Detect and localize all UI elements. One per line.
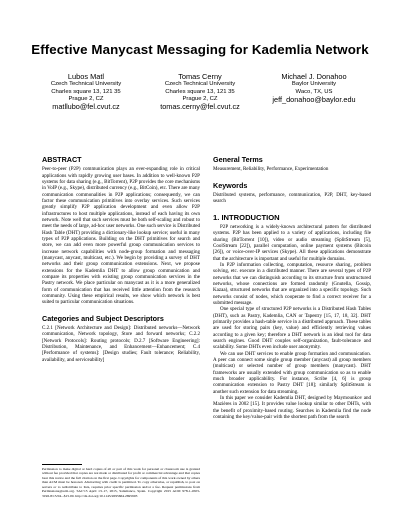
intro-paragraph-1: P2P networking is a widely-known architectural pattern for distributed systems. P2P has been applied to a variety of applications, including file sharing (BitTorrent [10]), video or audio streaming (SplitStream [5], CoolStream [22]), parallel computation, online payment systems (Bitcoin [26]), or voice-over-IP services (Skype). All these applications demonstrate that the architecture is important and useful for multiple domains. bbox=[213, 224, 371, 262]
author-affiliation: Czech Technical University bbox=[164, 81, 236, 88]
author-city: Prague 2, CZ bbox=[68, 96, 104, 103]
author-email: tomas.cerny@fel.cvut.cz bbox=[160, 102, 240, 112]
author-address: Charles square 13, 121 35 bbox=[165, 88, 235, 95]
author-affiliation: Czech Technical University bbox=[50, 81, 122, 88]
intro-paragraph-4: We can use DHT services to enable group formation and communication. A peer can connect some single group member (anycast) all group members (multicast) or selected number of group members (manycast). DHT frameworks are usually extended with group communication so as to enable much broader applicability. For instance, Scribe [4, 6] is group communication extension to Pastry DHT [18]; similarly SplitStream is another such extension for data streaming. bbox=[213, 350, 371, 395]
author-name: Lubos Matl bbox=[67, 72, 105, 81]
categories-text: C.2.1 [Network Architecture and Design]: Distributed networks—Network communication, Network topology, Store and forward networks; C.2.2 [Network Protocols]: Routing protocols; D.2.7 [Software Engineering]: Distribution, Maintenance, and Enhancement—Enhancement; C.4 [Performance of systems]: [Design studies; Fault tolerance; Reliability, availability, and serviceability] bbox=[42, 325, 200, 363]
author-1 bbox=[30, 72, 142, 112]
general-terms-text: Measurement, Reliability, Performance, Experimentation bbox=[213, 166, 329, 173]
general-terms-heading: General Terms bbox=[213, 155, 263, 164]
paper-title: Effective Manycast Messaging for Kademlia Network bbox=[31, 42, 369, 57]
left-column bbox=[42, 155, 200, 363]
author-affiliation: Baylor University bbox=[291, 81, 337, 88]
author-city: Prague 2, CZ bbox=[182, 96, 218, 103]
author-address: Waco, TX, US bbox=[295, 88, 333, 95]
abstract-heading: ABSTRACT bbox=[42, 155, 82, 164]
intro-paragraph-3: One special type of structured P2P networks is a Distributed Hash Tables (DHT), such as Pastry, Kademlia, CAN or Tapestry [15, 17, 18, 32]. DHT primarily provides a hash-table service in a distributed approach. These tables are used for storing pairs (key, value) and efficiently retrieving values according to a given key; therefore a DHT network is an ideal tool for data search engines. Good DHT couples self-organization, fault-tolerance and scalability. Some DHTs even include user anonymity. bbox=[213, 306, 371, 351]
categories-heading: Categories and Subject Descriptors bbox=[42, 313, 164, 323]
author-email: jeff_donahoo@baylor.edu bbox=[272, 95, 356, 105]
introduction-heading: 1. INTRODUCTION bbox=[213, 212, 280, 222]
author-name: Tomas Cerny bbox=[178, 72, 222, 81]
footnote-divider bbox=[42, 464, 82, 465]
copyright-footnote: Permission to make digital or hard copies of all or part of this work for personal or classroom use is granted without fee provided that copies are not made or distributed for profit or commercial advantage and that copies bear this notice and the full citation on the first page. Copyrights for components of this work owned by others than ACM must be honored. Abstracting with credit is permitted. To copy otherwise, or republish, to post on servers or to redistribute to lists, requires prior specific permission and/or a fee. Request permissions from Permissions@acm.org. SAC'15 April 13–17, 2015, Salamanca, Spain. Copyright 2015 ACM 978-1-4503-3196-8/15/04...$15.00. http://dx.doi.org/10.1145/2695664.2695903 bbox=[42, 467, 200, 498]
keywords-text: Distributed systems, performance, communication, P2P, DHT, key-based search bbox=[213, 192, 371, 205]
intro-paragraph-2: In P2P information collecting, computation, resource sharing, problem solving, etc. execute in a distributed manner. There are several types of P2P networks that we can distinguish according to its structure from unstructured networks, whose connections are formed randomly (Gnutella, Gossip, Kazaa), structured networks that are organized into a specific topology. Such networks consist of nodes, which cooperate to find a correct receiver for a submitted message. bbox=[213, 262, 371, 307]
keywords-heading: Keywords bbox=[213, 180, 248, 190]
author-block bbox=[30, 72, 370, 112]
abstract-text: Peer-to-peer (P2P) communication plays an ever-expanding role in critical applications with rapidly growing user bases. In addition to well-known P2P systems for data sharing (e.g., BitTorrent), P2P provides the core mechanisms in VoIP (e.g., Skype), distributed currency (e.g., BitCoin), etc. There are many communication commonalities in P2P applications; consequently, we can factor these communication primitives into overlay services. Such services greatly simplify P2P application development and even allow P2P infrastructures to host multiple applications, instead of each having its own network. Note well that such services must be both self-scaling and robust to meet the needs of large, ad-hoc user networks. One such service is Distributed Hash Table (DHT) providing a dictionary-like lookup service; useful in many types of P2P applications. Building on the DHT primitives for search and store, we can add even more powerful group communication services to increase network capabilities with node-group formation and messaging (manycast, anycast, multicast, etc.). We begin by providing a survey of DHT networks and their group communication extensions. Next, we propose extensions for the Kademlia DHT to allow group communication and compare its properties with existing group communication services in the Pastry network. We place particular on manycast as it is a more generalized form of communication that has received little attention from the research community. Using these empirical results, we show which network is best suited to particular communication situations. bbox=[42, 166, 200, 306]
author-2 bbox=[144, 72, 256, 112]
author-address: Charles square 13, 121 35 bbox=[51, 88, 121, 95]
author-name: Michael J. Donahoo bbox=[281, 72, 347, 81]
author-3 bbox=[258, 72, 370, 112]
right-column bbox=[213, 155, 371, 420]
intro-paragraph-5: In this paper we consider Kademlia DHT, designed by Maymounkov and Mazières in 2002 [15]. It provides value lookup similar to other DHTs, with the benefit of proximity-based routing. Searches in Kademlia find the node containing the key/value-pair with the shortest path from the search bbox=[213, 395, 371, 420]
author-email: matllubo@fel.cvut.cz bbox=[52, 102, 120, 112]
